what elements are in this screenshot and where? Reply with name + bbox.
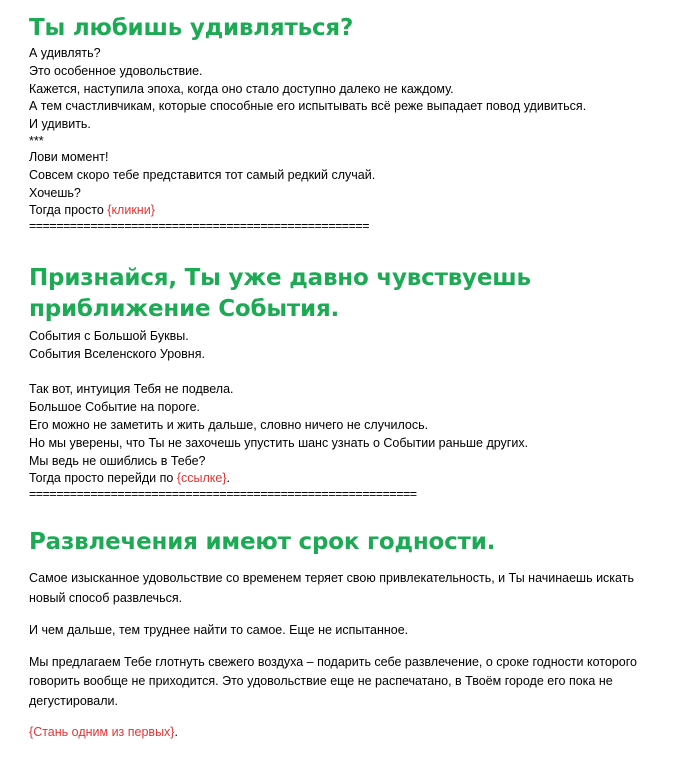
section-heading: Ты любишь удивляться?: [29, 15, 354, 41]
text-line: А тем счастливчикам, которые способные его испытывать всё реже выпадает повод удивиться.: [29, 99, 587, 114]
link-link[interactable]: ссылке: [181, 471, 223, 486]
text-line: Совсем скоро тебе представится тот самый редкий случай.: [29, 167, 376, 182]
text-line: События Вселенского Уровня.: [29, 346, 205, 361]
text-line: Так вот, интуиция Тебя не подвела.: [29, 382, 234, 397]
text-line: События с Большой Буквы.: [29, 329, 189, 343]
asterisk-divider: ***: [29, 133, 44, 148]
paragraph: Самое изысканное удовольствие со временем теряет свою привлекательность, и Ты начинаешь искать новый способ развлечься.: [29, 571, 634, 605]
text-line: Мы ведь не ошиблись в Тебе?: [29, 453, 206, 468]
call-to-action: [29, 470, 669, 488]
blank-line: [29, 364, 669, 382]
cta-brace-close: }: [150, 203, 155, 218]
separator-line: =========================================================: [29, 488, 417, 502]
cta-brace-open: {: [107, 203, 112, 218]
section-heading: Признайся, Ты уже давно чувствуешь приближение События.: [29, 265, 531, 322]
text-line: И удивить.: [29, 117, 91, 132]
paragraph: Мы предлагаем Тебе глотнуть свежего воздуха – подарить себе развлечение, о сроке годности которого говорить вообще не приходится. Это удовольствие еще не распечатано, в Твоём городе его пока не дегустировали.: [29, 654, 637, 708]
cta-brace-close: }: [222, 471, 227, 486]
section-heading: Развлечения имеют срок годности.: [29, 529, 496, 555]
text-line: Кажется, наступила эпоха, когда оно стало доступно далеко не каждому.: [29, 81, 454, 96]
section-event: [29, 263, 669, 501]
section-entertainment: [29, 527, 669, 743]
text-line: А удивлять?: [29, 46, 101, 60]
separator-line: ==================================================: [29, 220, 369, 234]
cta-brace-close: }: [170, 725, 175, 739]
call-to-action: [29, 202, 669, 220]
text-line: Его можно не заметить и жить дальше, словно ничего не случилось.: [29, 417, 429, 432]
cta-suffix: .: [174, 725, 178, 739]
click-link[interactable]: кликни: [111, 203, 151, 218]
text-line: Лови момент!: [29, 149, 109, 164]
text-line: Хочешь?: [29, 185, 81, 200]
call-to-action: [29, 723, 669, 743]
section-surprise: [29, 13, 669, 233]
cta-prefix: Тогда просто: [29, 203, 108, 218]
cta-suffix: .: [226, 471, 231, 486]
be-first-link[interactable]: Стань одним из первых: [33, 725, 171, 739]
paragraph: И чем дальше, тем труднее найти то самое. Еще не испытанное.: [29, 623, 409, 637]
text-line: Но мы уверены, что Ты не захочешь упустить шанс узнать о Событии раньше других.: [29, 435, 529, 450]
text-line: Это особенное удовольствие.: [29, 63, 203, 78]
cta-brace-open: {: [176, 471, 181, 486]
text-line: Большое Событие на пороге.: [29, 400, 201, 415]
cta-brace-open: {: [29, 725, 34, 739]
cta-prefix: Тогда просто перейди по: [29, 471, 177, 486]
